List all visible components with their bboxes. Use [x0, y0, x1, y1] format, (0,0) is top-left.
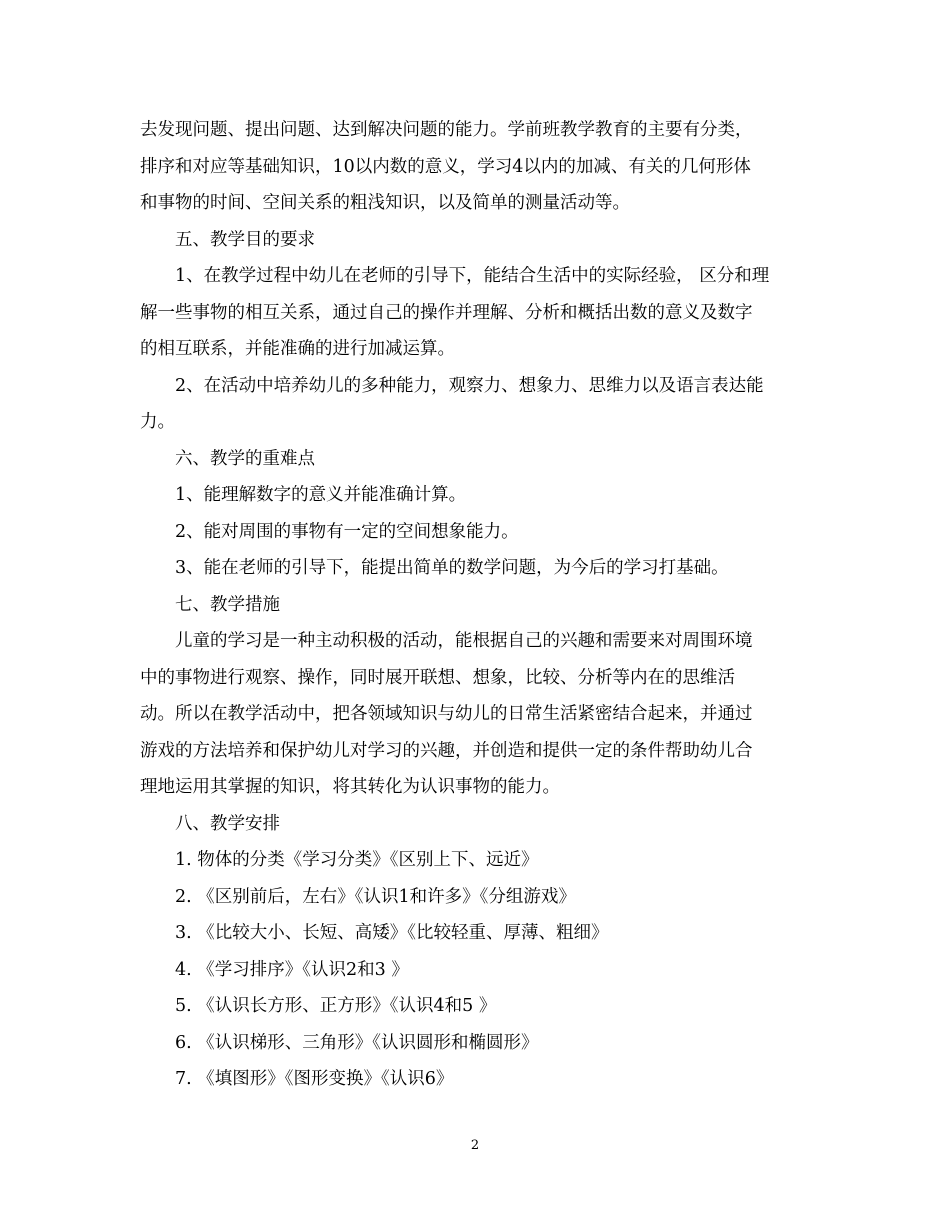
list-item: 2. 《区别前后，左右》《认识1和许多》《分组游戏》: [175, 886, 576, 907]
text-line: 的相互联系，并能准确的进行加减运算。: [140, 339, 455, 359]
page-number: 2: [470, 1138, 480, 1153]
heading-line: 八、教学安排: [175, 813, 280, 834]
list-item: 4. 《学习排序》《认识2和3 》: [175, 959, 409, 980]
document-body: [140, 112, 810, 1098]
text-line: 和事物的时间、空间关系的粗浅知识，以及简单的测量活动等。: [140, 193, 630, 213]
paragraph-goal-1: [140, 258, 810, 368]
text-line: 儿童的学习是一种主动积极的活动，能根据自己的兴趣和需要来对周围环境: [175, 631, 753, 651]
text-line: 解一些事物的相互关系，通过自己的操作并理解、分析和概括出数的意义及数字: [140, 302, 753, 323]
heading-line: 六、教学的重难点: [175, 448, 315, 469]
list-key-point-1: [140, 477, 810, 514]
list-key-point-2: [140, 514, 810, 551]
text-line: 1、在教学过程中幼儿在老师的引导下，能结合生活中的实际经验， 区分和理: [175, 266, 770, 286]
paragraph-measures: [140, 623, 810, 806]
list-item: 6. 《认识梯形、三角形》《认识圆形和椭圆形》: [175, 1032, 539, 1053]
text-line: 理地运用其掌握的知识，将其转化为认识事物的能力。: [140, 777, 560, 797]
heading-line: 七、教学措施: [175, 594, 280, 615]
list-item: 5. 《认识长方形、正方形》《认识4和5 》: [175, 996, 497, 1016]
text-line: 排序和对应等基础知识，10以内数的意义，学习4以内的加减、有关的几何形体: [140, 156, 751, 177]
section-heading-5: [140, 222, 810, 259]
text-line: 游戏的方法培养和保护幼儿对学习的兴趣，并创造和提供一定的条件帮助幼儿合: [140, 740, 753, 761]
text-line: 力。: [140, 412, 175, 432]
text-line: 2、在活动中培养幼儿的多种能力，观察力、想象力、思维力以及语言表达能: [175, 375, 764, 396]
section-heading-8: [140, 806, 810, 843]
text-line: 1、能理解数字的意义并能准确计算。: [175, 485, 467, 505]
text-line: 去发现问题、提出问题、达到解决问题的能力。学前班教学教育的主要有分类，: [140, 120, 753, 140]
text-line: 2、能对周围的事物有一定的空间想象能力。: [175, 521, 519, 542]
paragraph-goal-2: [140, 368, 810, 441]
heading-line: 五、教学目的要求: [175, 229, 315, 250]
list-item: 3. 《比较大小、长短、高矮》《比较轻重、厚薄、粗细》: [175, 923, 609, 943]
text-line: 3、能在老师的引导下，能提出简单的数学问题，为今后的学习打基础。: [175, 558, 729, 578]
list-key-point-3: [140, 550, 810, 587]
section-heading-7: [140, 587, 810, 624]
schedule-list: [140, 842, 810, 1098]
list-item: 1. 物体的分类《学习分类》《区别上下、远近》: [175, 850, 539, 870]
paragraph-intro-continued: [140, 112, 810, 222]
section-heading-6: [140, 441, 810, 478]
text-line: 中的事物进行观察、操作，同时展开联想、想象，比较、分析等内在的思维活: [140, 667, 735, 688]
text-line: 动。所以在教学活动中，把各领域知识与幼儿的日常生活紧密结合起来，并通过: [140, 704, 753, 724]
list-item: 7. 《填图形》《图形变换》《认识6》: [175, 1069, 454, 1089]
